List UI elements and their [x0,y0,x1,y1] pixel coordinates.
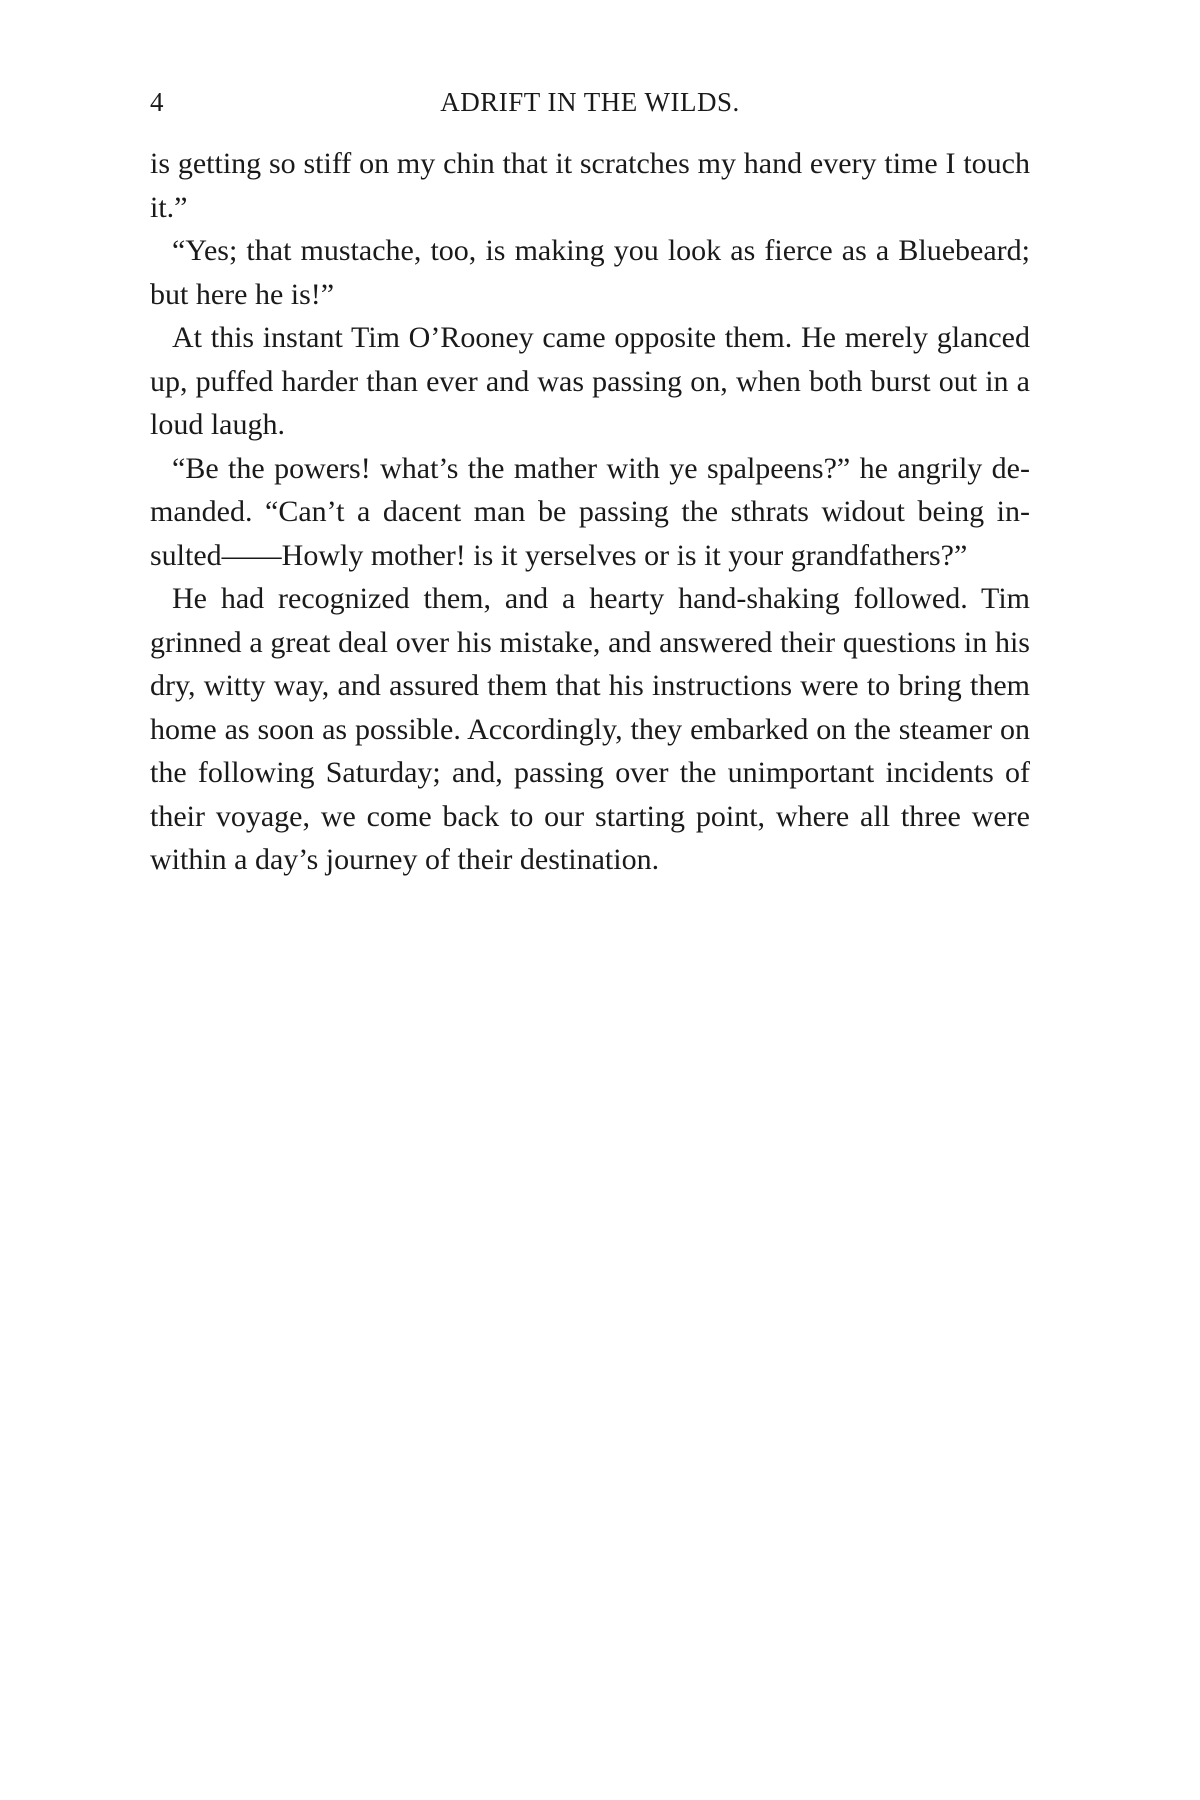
paragraph: “Yes; that mustache, too, is making you look as fierce as a Bluebeard; but here he is!” [150,234,1030,311]
paragraph-continued: is getting so stiff on my chin that it scratches my hand every time I touch it.” [150,147,1030,224]
running-title: ADRIFT IN THE WILDS. [440,87,740,117]
running-head [150,82,1030,122]
paragraph: At this instant Tim O’Rooney came opposite them. He merely glanced up, puffed harder than ever and was passing on, when both burst out in a loud laugh. [150,321,1030,441]
body-text [150,142,1030,882]
paragraph: He had recognized them, and a hearty hand-shaking followed. Tim grinned a great deal over his mistake, and answered their questions in his dry, witty way, and assured them that his instructions were to bring them home as soon as possible. Accordingly, they embarked on the steamer on the following Saturday; and, passing over the unimportant incidents of their voyage, we come back to our starting point, where all three were within a day’s journey of their destination. [150,582,1030,876]
paragraph: “Be the powers! what’s the mather with ye spalpeens?” he angrily demanded. “Can’t a dacent man be passing the sthrats widout being insulted——Howly mother! is it yerselves or is it your grandfathers?” [150,451,1030,572]
page-number: 4 [150,87,164,117]
